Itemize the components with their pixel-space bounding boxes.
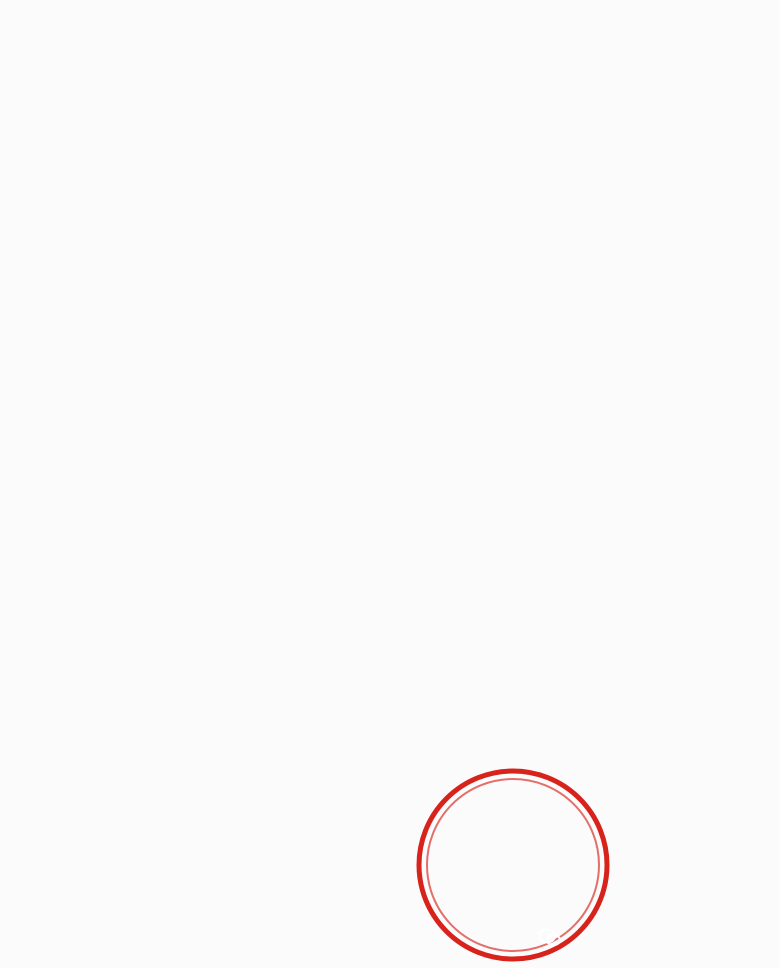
official-seal	[412, 764, 614, 966]
wechat-watermark	[538, 924, 566, 952]
wechat-icon	[538, 928, 562, 948]
